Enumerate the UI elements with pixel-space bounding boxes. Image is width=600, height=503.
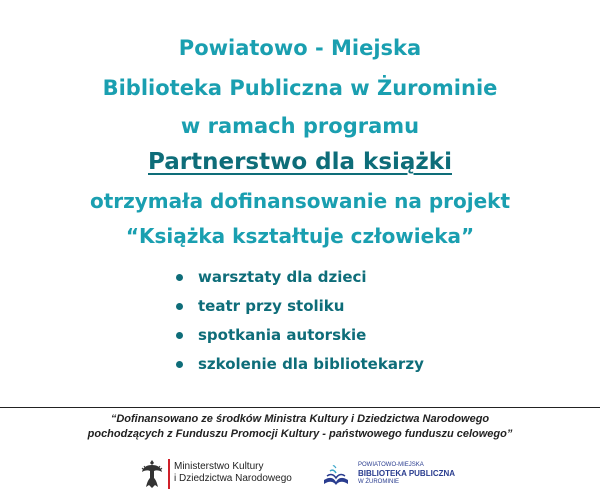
program-name: Partnerstwo dla książki	[148, 149, 452, 175]
headline-line3: w ramach programu	[180, 114, 420, 138]
ministry-name-line1: Ministerstwo Kultury	[174, 461, 264, 472]
headline-line2: Biblioteka Publiczna w Żurominie	[102, 76, 498, 100]
list-item	[176, 292, 424, 321]
bullet-icon	[176, 303, 183, 310]
funding-note-line1: “Dofinansowano ze środków Ministra Kultury i Dziedzictwa Narodowego	[110, 413, 490, 425]
list-item	[176, 321, 424, 350]
bullet-icon	[176, 361, 183, 368]
list-item-label: spotkania autorskie	[198, 326, 367, 344]
library-name-line2: BIBLIOTEKA PUBLICZNA	[358, 469, 456, 478]
list-item	[176, 263, 424, 292]
ministry-red-bar	[168, 459, 170, 489]
headline-line5: otrzymała dofinansowanie na projekt	[89, 189, 511, 213]
bullet-icon	[176, 332, 183, 339]
library-name	[358, 462, 455, 486]
ministry-name-line2: i Dziedzictwa Narodowego	[174, 473, 292, 484]
list-item-label: szkolenie dla bibliotekarzy	[198, 355, 424, 373]
project-title: “Książka kształtuje człowieka”	[125, 224, 475, 248]
list-item-label: teatr przy stoliku	[198, 297, 345, 315]
list-item-label: warsztaty dla dzieci	[198, 268, 367, 286]
funding-note-line2: pochodzących z Funduszu Promocji Kultury - państwowego funduszu celowego”	[87, 428, 513, 440]
library-name-line1: POWIATOWO-MIEJSKA	[358, 462, 424, 468]
activities-list	[176, 263, 424, 379]
open-book-icon	[322, 460, 350, 488]
library-logo	[322, 456, 472, 496]
ministry-logo	[137, 456, 292, 496]
bullet-icon	[176, 274, 183, 281]
ministry-name	[174, 461, 292, 485]
divider	[0, 407, 600, 408]
headline-line1: Powiatowo - Miejska	[178, 36, 422, 60]
list-item	[176, 350, 424, 379]
library-name-line3: W ŻUROMINIE	[358, 479, 399, 485]
eagle-icon	[141, 458, 163, 490]
